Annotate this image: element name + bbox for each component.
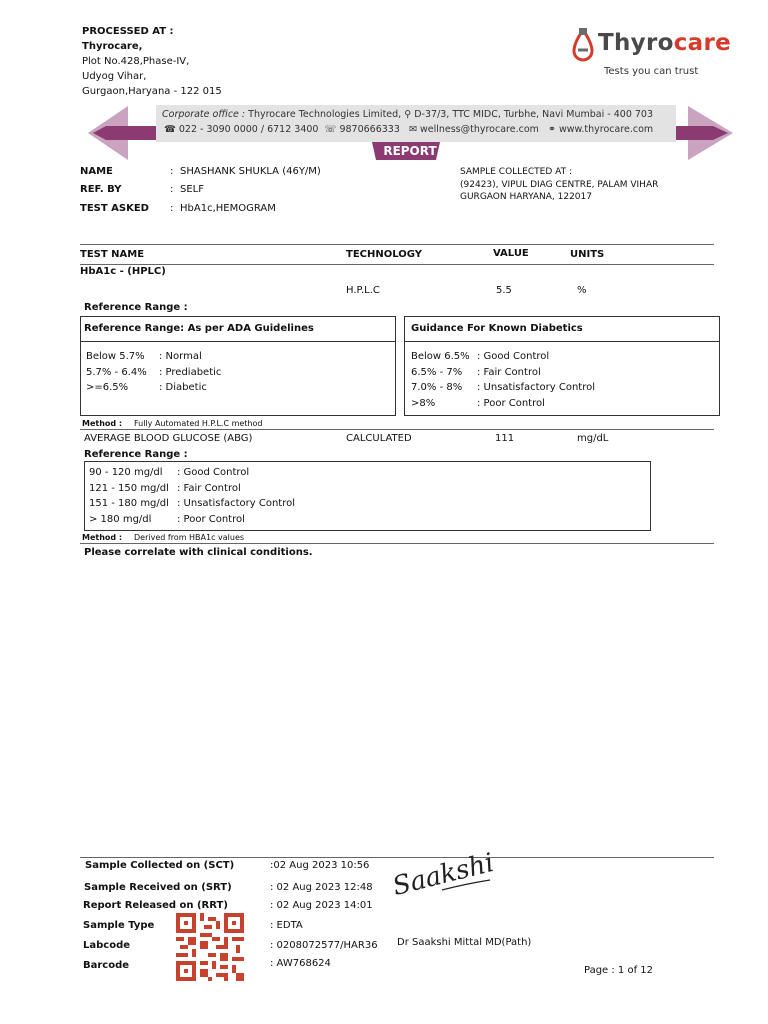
col-technology: TECHNOLOGY: [346, 249, 422, 260]
col-units: UNITS: [570, 249, 605, 260]
abg-method-value: Derived from HBA1c values: [134, 533, 245, 542]
hba1c-section-rule: [80, 429, 714, 430]
page-number: Page : 1 of 12: [584, 965, 654, 976]
abg-reference-box: 90 - 120 mg/dl : Good Control 121 - 150 mg/dl : Fair Control 151 - 180 mg/dl : Unsatisfactory Control > 180 mg/dl : Poor Control: [84, 461, 651, 531]
abg-unit: mg/dL: [577, 433, 609, 444]
abg-technology: CALCULATED: [346, 433, 412, 444]
rrt-label: Report Released on (RRT): [83, 900, 228, 911]
col-value: VALUE: [493, 248, 529, 259]
location-pin-icon: ⚲: [404, 109, 412, 120]
srt-label: Sample Received on (SRT): [84, 882, 232, 893]
ref-value: SELF: [180, 184, 204, 195]
processed-heading: PROCESSED AT :: [82, 26, 174, 37]
correlate-note: Please correlate with clinical conditions.: [84, 547, 313, 558]
name-label: NAME: [80, 166, 113, 177]
doctor-name: Dr Saakshi Mittal MD(Path): [397, 937, 532, 948]
barcode-value: : AW768624: [270, 958, 331, 969]
whatsapp-icon: ☏: [324, 124, 337, 135]
sample-type-value: : EDTA: [270, 920, 303, 931]
abg-name: AVERAGE BLOOD GLUCOSE (ABG): [84, 433, 253, 444]
sample-collected-line-1: (92423), VIPUL DIAG CENTRE, PALAM VIHAR: [460, 180, 659, 190]
barcode-label: Barcode: [83, 960, 130, 971]
abg-section-rule: [80, 543, 714, 544]
qr-code-icon: [176, 912, 244, 982]
processed-line-1: Plot No.428,Phase-IV,: [82, 56, 190, 67]
logo-brand-part2: care: [673, 30, 731, 56]
logo: [570, 26, 730, 86]
name-value: SHASHANK SHUKLA (46Y/M): [180, 166, 321, 177]
test-asked-value: HbA1c,HEMOGRAM: [180, 203, 276, 214]
processed-line-2: Udyog Vihar,: [82, 71, 147, 82]
rrt-value: : 02 Aug 2023 14:01: [270, 900, 373, 911]
ref-label: REF. BY: [80, 184, 122, 195]
header-top-rule: [80, 244, 714, 245]
ada-box-title: Reference Range: As per ADA Guidelines: [84, 323, 314, 334]
logo-tagline: Tests you can trust: [604, 66, 699, 77]
guidance-box-title: Guidance For Known Diabetics: [411, 323, 583, 334]
abg-ref-heading: Reference Range :: [84, 449, 188, 460]
corporate-email[interactable]: wellness@thyrocare.com: [419, 124, 539, 135]
sct-label: Sample Collected on (SCT): [85, 860, 235, 871]
srt-value: : 02 Aug 2023 12:48: [270, 882, 373, 893]
hba1c-ref-heading: Reference Range :: [84, 302, 188, 313]
sample-type-label: Sample Type: [83, 920, 155, 931]
col-test-name: TEST NAME: [80, 249, 145, 260]
labcode-label: Labcode: [83, 940, 131, 951]
hba1c-unit: %: [577, 285, 587, 296]
corporate-company: Thyrocare Technologies Limited,: [248, 109, 402, 120]
doctor-signature: Saakshi: [389, 847, 497, 902]
report-tab: REPORT: [383, 144, 437, 158]
diabetic-guidance-box: Guidance For Known Diabetics Below 6.5% : Good Control 6.5% - 7% : Fair Control 7.0% - 8% : Unsatisfactory Control >8% : Poor Control: [404, 316, 720, 416]
abg-value: 111: [495, 433, 515, 444]
signature-flourish: [440, 878, 492, 892]
mail-icon: ✉: [408, 124, 417, 135]
hba1c-technology: H.P.L.C: [346, 285, 380, 296]
hba1c-value: 5.5: [496, 285, 512, 296]
logo-brand-part1: Thyro: [598, 30, 674, 56]
sample-collected-heading: SAMPLE COLLECTED AT :: [460, 167, 572, 177]
test-asked-label: TEST ASKED: [80, 203, 149, 214]
hba1c-method-value: Fully Automated H.P.L.C method: [134, 419, 263, 428]
ada-reference-box: Reference Range: As per ADA Guidelines Below 5.7% : Normal 5.7% - 6.4% : Prediabetic >=6.5% : Diabetic: [80, 316, 396, 416]
labcode-value: : 0208072577/HAR36: [270, 940, 378, 951]
sample-collected-line-2: GURGAON HARYANA, 122017: [460, 192, 592, 202]
header-bottom-rule: [80, 264, 714, 265]
corporate-label: Corporate office :: [162, 109, 246, 120]
corporate-web[interactable]: www.thyrocare.com: [558, 124, 654, 135]
thyrocare-logo-icon: [570, 28, 596, 62]
footer-rule: [80, 857, 714, 858]
phone-icon: ☎: [164, 124, 176, 135]
globe-icon: ⚭: [547, 124, 556, 135]
corporate-address: D-37/3, TTC MIDC, Turbhe, Navi Mumbai - 400 703: [414, 109, 654, 120]
corporate-phone: 022 - 3090 0000 / 6712 3400: [178, 124, 319, 135]
corporate-whatsapp: 9870666333: [339, 124, 400, 135]
processed-line-3: Gurgaon,Haryana - 122 015: [82, 86, 222, 97]
processed-name: Thyrocare,: [82, 41, 143, 52]
hba1c-title: HbA1c - (HPLC): [80, 266, 166, 277]
sct-value: :02 Aug 2023 10:56: [270, 860, 370, 871]
hba1c-method-label: Method :: [82, 419, 123, 428]
abg-method-label: Method :: [82, 533, 123, 542]
